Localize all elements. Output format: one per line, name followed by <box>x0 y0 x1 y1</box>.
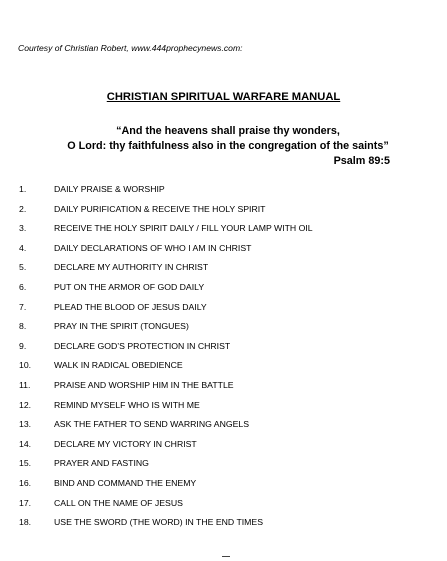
quote-line-2: O Lord: thy faithfulness also in the congregation of the saints” <box>67 140 389 152</box>
list-item-number: 7. <box>19 301 27 312</box>
page-number-mark <box>222 556 230 557</box>
list-item-text: DECLARE MY VICTORY IN CHRIST <box>54 438 197 449</box>
list-item-number: 3. <box>19 223 27 234</box>
list-item-text: USE THE SWORD (THE WORD) IN THE END TIMES <box>54 517 263 528</box>
list-item-number: 8. <box>19 321 27 332</box>
list-item-text: WALK IN RADICAL OBEDIENCE <box>54 360 183 371</box>
list-item-text: BIND AND COMMAND THE ENEMY <box>54 477 197 488</box>
list-item-text: CALL ON THE NAME OF JESUS <box>54 497 183 508</box>
list-item-number: 13. <box>19 419 32 430</box>
list-item-number: 16. <box>19 477 32 488</box>
scripture-quote <box>60 124 396 169</box>
list-item-number: 17. <box>19 497 32 508</box>
list-item-number: 10. <box>19 360 32 371</box>
list-item-text: ASK THE FATHER TO SEND WARRING ANGELS <box>54 419 250 430</box>
list-item-number: 11. <box>19 379 31 390</box>
list-item-number: 2. <box>19 203 27 214</box>
list-item-number: 6. <box>19 281 27 292</box>
list-item-number: 9. <box>19 340 27 351</box>
list-item-text: RECEIVE THE HOLY SPIRIT DAILY / FILL YOUR LAMP WITH OIL <box>54 223 313 234</box>
list-item-text: DAILY PRAISE & WORSHIP <box>54 184 165 194</box>
list-item-text: PRAISE AND WORSHIP HIM IN THE BATTLE <box>54 379 234 390</box>
list-item-number: 18. <box>19 517 32 528</box>
list-item-text: PLEAD THE BLOOD OF JESUS DAILY <box>54 301 207 312</box>
list-item-number: 15. <box>19 458 32 469</box>
list-item-text: REMIND MYSELF WHO IS WITH ME <box>54 399 200 410</box>
list-item-text: DAILY DECLARATIONS OF WHO I AM IN CHRIST <box>54 242 252 253</box>
document-title: CHRISTIAN SPIRITUAL WARFARE MANUAL <box>106 91 341 103</box>
list-item-number: 1. <box>19 184 27 194</box>
list-item-number: 14. <box>19 438 32 449</box>
list-item-number: 5. <box>19 262 27 273</box>
list-item-text: PRAY IN THE SPIRIT (TONGUES) <box>54 321 189 332</box>
list-item-number: 12. <box>19 399 32 410</box>
quote-line-1: “And the heavens shall praise thy wonders, <box>116 125 340 137</box>
list-item-text: DECLARE MY AUTHORITY IN CHRIST <box>54 262 209 273</box>
list-item-text: DAILY PURIFICATION & RECEIVE THE HOLY SPIRIT <box>54 203 266 214</box>
courtesy-line: Courtesy of Christian Robert, www.444prophecynews.com: <box>18 43 243 53</box>
list-item-text: DECLARE GOD’S PROTECTION IN CHRIST <box>54 340 231 351</box>
list-item-text: PUT ON THE ARMOR OF GOD DAILY <box>54 281 205 292</box>
verse-reference: Psalm 89:5 <box>333 155 390 167</box>
list-item-text: PRAYER AND FASTING <box>54 458 149 469</box>
list-item-number: 4. <box>19 242 27 253</box>
